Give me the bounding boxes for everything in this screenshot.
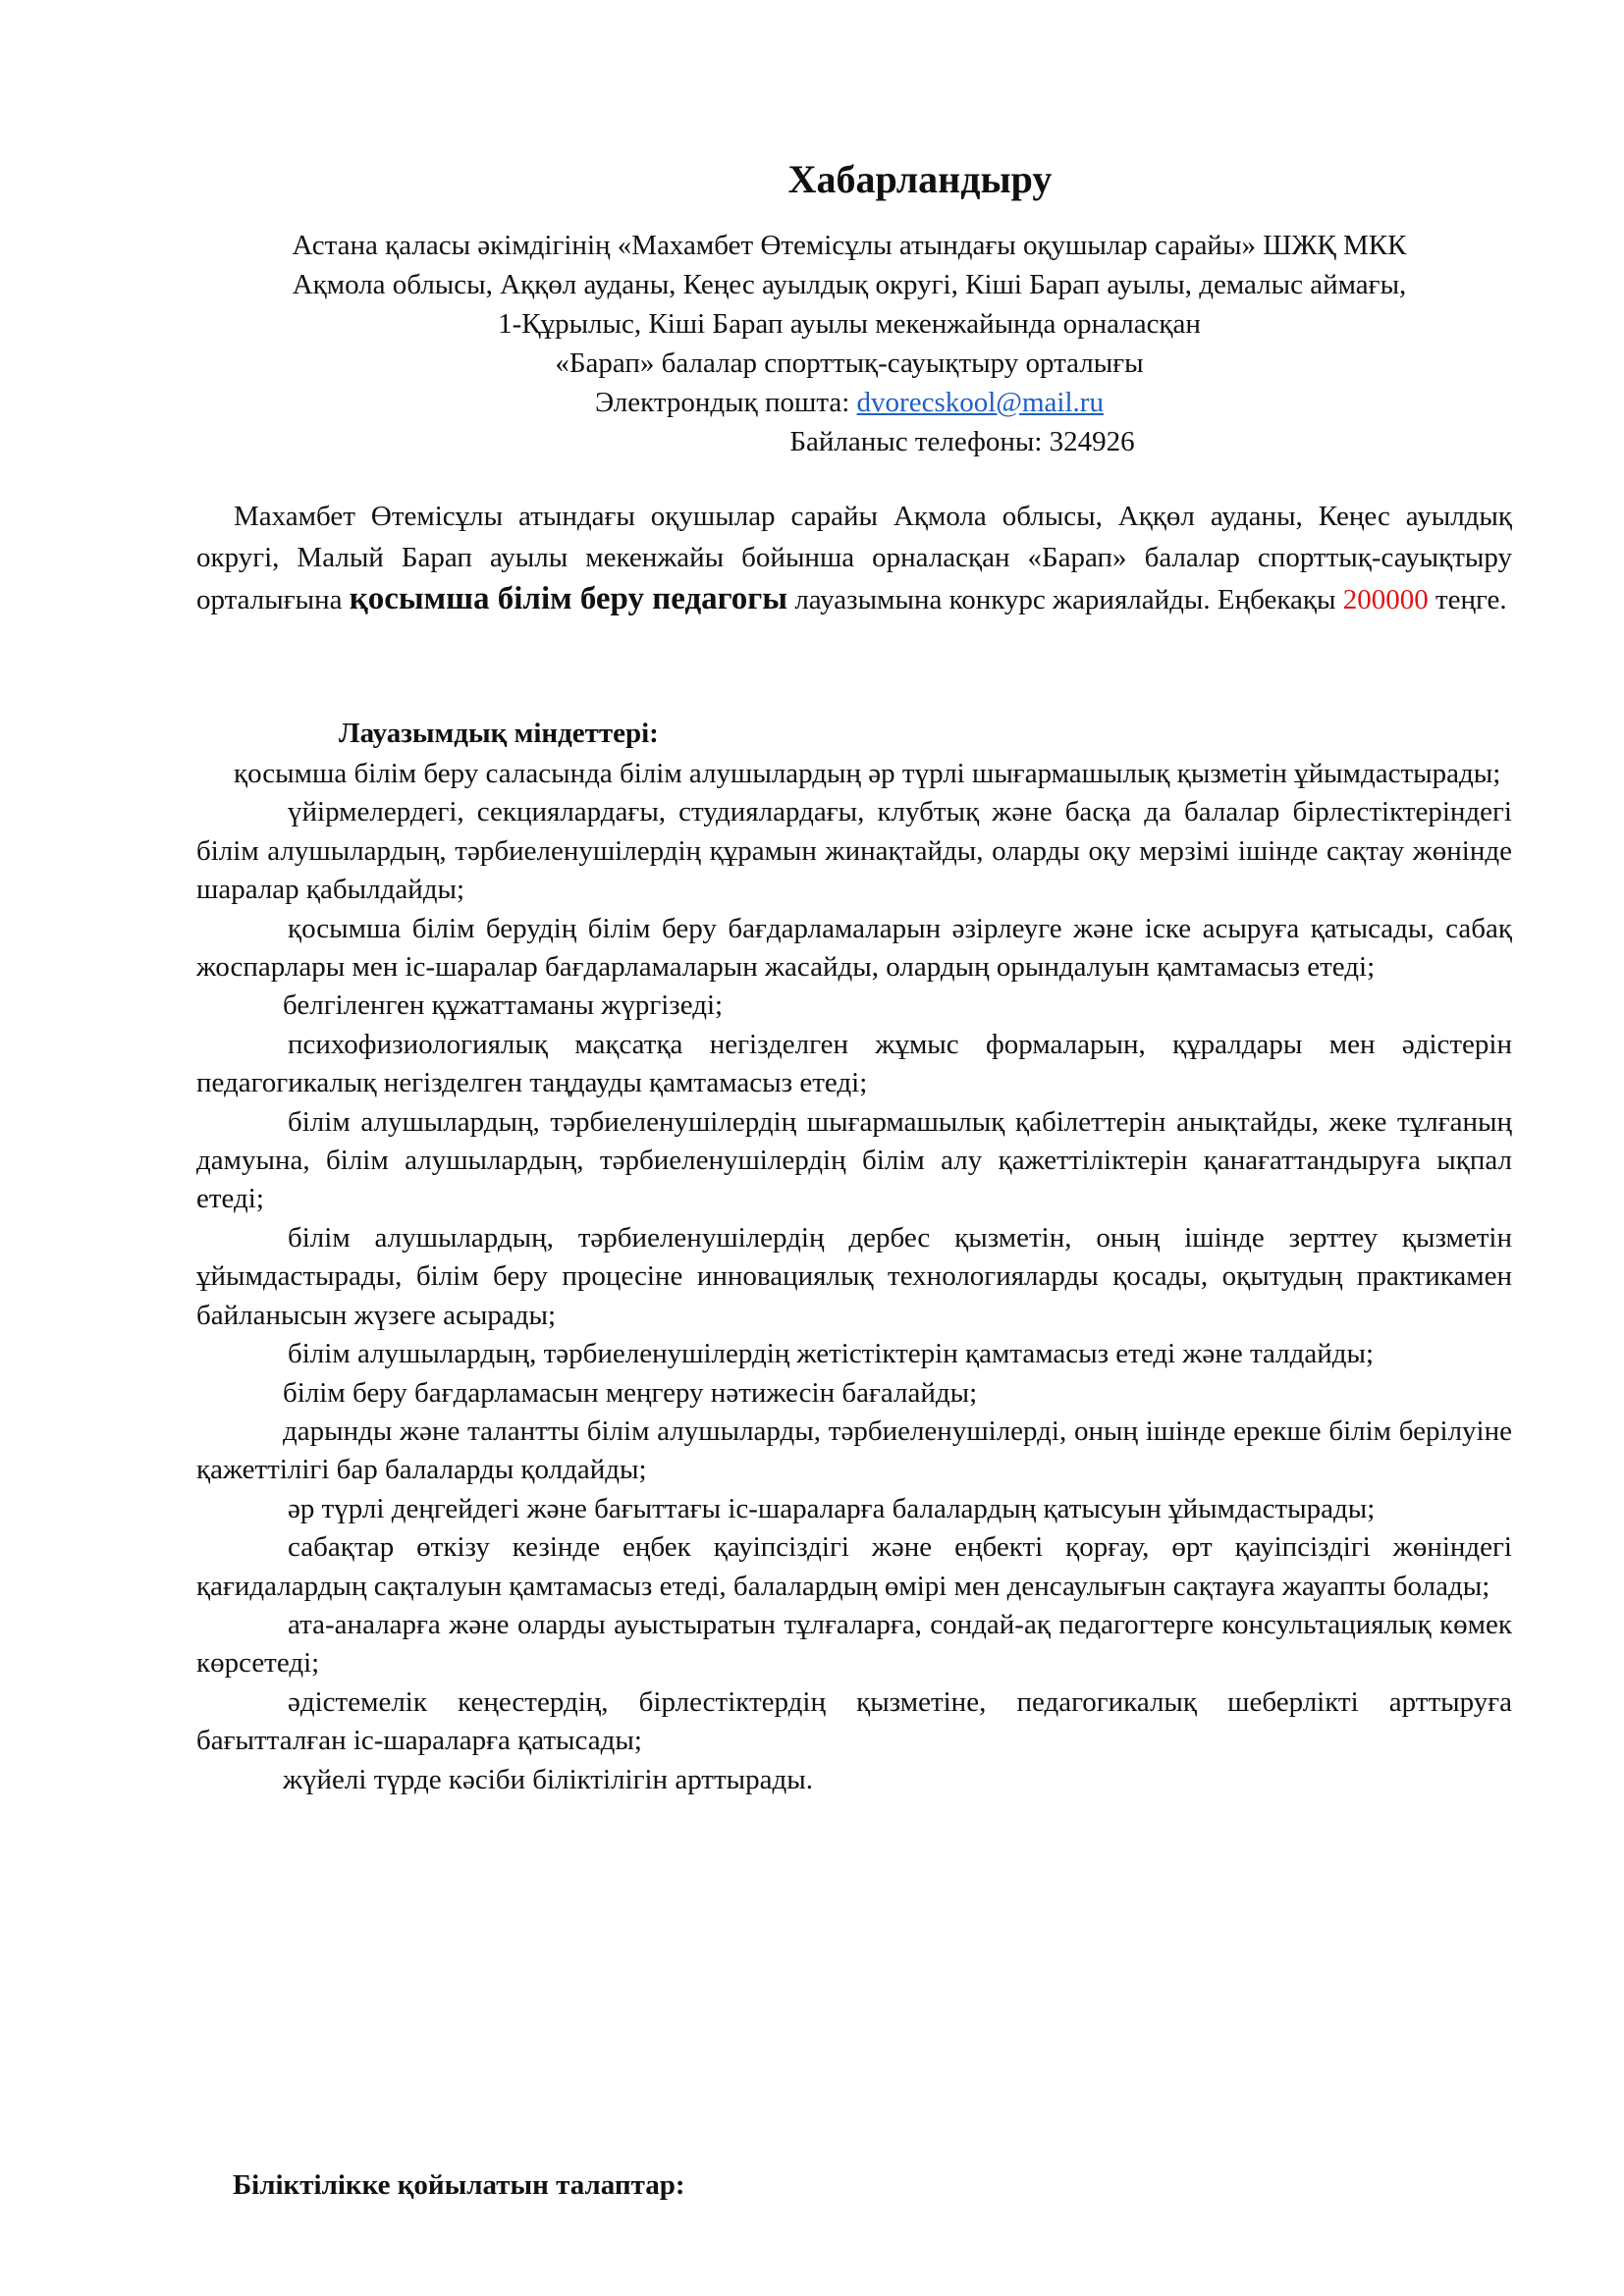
currency-text: теңге. (1428, 584, 1507, 615)
duties-list (196, 755, 1512, 1799)
header-line-1: Астана қаласы әкімдігінің «Махамбет Өтемісұлы атындағы оқушылар сарайы» ШЖҚ МКК (292, 230, 1407, 261)
duty-item: қосымша білім беру саласында білім алушылардың әр түрлі шығармашылық қызметін ұйымдастырады; (234, 758, 1501, 789)
header-line-3: 1-Құрылыс, Кіші Барап ауылы мекенжайында орналасқан (498, 308, 1201, 340)
duty-item: қосымша білім берудің білім беру бағдарламаларын әзірлеуге және іске асыруға қатысады, сабақ жоспарлары мен іс-шаралар бағдарламаларын жасайды, олардың орындалуын қамтамасыз етеді; (196, 912, 1512, 984)
duty-item: білім алушылардың, тәрбиеленушілердің шығармашылық қабілеттерін анықтайды, жеке тұлғаның дамуына, білім алушылардың, тәрбиеленушілердің білім алу қажеттіліктерін қанағаттандыруға ықпал етеді; (196, 1105, 1512, 1215)
duty-item: психофизиологиялық мақсатқа негізделген жұмыс формаларын, құралдары мен әдістерін педагогикалық негізделген таңдауды қамтамасыз етеді; (196, 1028, 1512, 1099)
intro-paragraph (196, 496, 1512, 620)
header-line-2: Ақмола облысы, Аққөл ауданы, Кеңес ауылдық округі, Кіші Барап ауылы, демалыс аймағы, (292, 269, 1407, 300)
requirements-heading: Біліктілікке қойылатын талаптар: (233, 2169, 685, 2201)
position-title: қосымша білім беру педагогы (349, 581, 788, 616)
email-line (172, 383, 1527, 422)
intro-text-after: лауазымына конкурс жариялайды. Еңбекақы (787, 584, 1343, 615)
duty-item: сабақтар өткізу кезінде еңбек қауіпсіздігі және еңбекті қорғау, өрт қауіпсіздігі жөніндегі қағидалардың сақталуын қамтамасыз етеді, балалардың өмірі мен денсаулығын сақтауға жауапты болады; (196, 1531, 1512, 1602)
email-link[interactable]: dvorecskool@mail.ru (856, 387, 1104, 418)
header-line-4: «Барап» балалар спорттық-сауықтыру орталығы (555, 347, 1144, 379)
duty-item: үйірмелердегі, секциялардағы, студиялардағы, клубтық және басқа да балалар бірлестіктеріндегі білім алушылардың, тәрбиеленушілердің құрамын жинақтайды, оларды оқу мерзімі ішінде сақтау жөнінде шаралар қабылдайды; (196, 796, 1512, 906)
document-title: Хабарландыру (787, 157, 1053, 201)
duties-heading: Лауазымдық міндеттері: (339, 718, 659, 749)
duty-item: білім алушылардың, тәрбиеленушілердің дербес қызметін, оның ішінде зерттеу қызметін ұйымдастырады, білім беру процесіне инновациялық технологияларды қосады, оқытудың практикамен байланысын жүзеге асырады; (196, 1221, 1512, 1331)
salary-amount: 200000 (1342, 584, 1429, 615)
duty-item: әдістемелік кеңестердің, бірлестіктердің қызметіне, педагогикалық шеберлікті арттыруға бағытталған іс-шараларға қатысады; (196, 1685, 1512, 1757)
duty-item: ата-аналарға және оларды ауыстыратын тұлғаларға, сондай-ақ педагогтерге консультациялық көмек көрсетеді; (196, 1608, 1512, 1680)
duty-item: дарынды және талантты білім алушыларды, тәрбиеленушілерді, оның ішінде ерекше білім берілуіне қажеттілігі бар балаларды қолдайды; (196, 1415, 1512, 1486)
duty-item: жүйелі түрде кәсіби біліктілігін арттырады. (283, 1763, 813, 1795)
duty-item: білім беру бағдарламасын меңгеру нәтижесін бағалайды; (283, 1376, 978, 1409)
duty-item: белгіленген құжаттаманы жүргізеді; (283, 989, 724, 1022)
phone-line: Байланыс телефоны: 324926 (789, 426, 1135, 457)
email-label: Электрондық пошта: (595, 387, 857, 418)
duty-item: әр түрлі деңгейдегі және бағыттағы іс-шараларға балалардың қатысуын ұйымдастырады; (288, 1492, 1376, 1524)
organization-header (172, 226, 1527, 461)
duty-item: білім алушылардың, тәрбиеленушілердің жетістіктерін қамтамасыз етеді және талдайды; (288, 1338, 1375, 1370)
intro-text-before: Махамбет Өтемісұлы атындағы оқушылар сарайы Ақмола облысы, Аққөл ауданы, Кеңес ауылдық округі, Малый Барап ауылы мекенжайы бойынша орналасқан «Барап» балалар спорттық-сауықтыру орталығына (196, 501, 1512, 615)
